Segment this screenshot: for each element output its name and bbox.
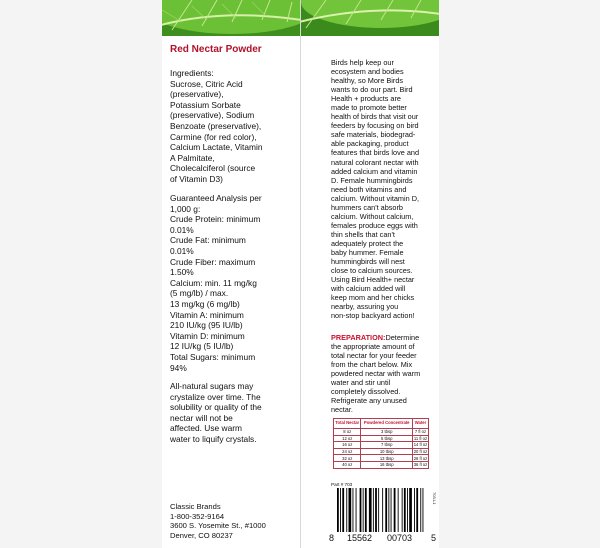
guaranteed-analysis-text <box>170 193 296 373</box>
ingredients-line: Carmine (for red color), <box>170 131 257 142</box>
analysis-line: Total Sugars: minimum <box>170 351 256 362</box>
barcode-bar <box>373 488 374 532</box>
chart-row <box>334 461 429 468</box>
barcode-digits: 5 <box>431 533 437 543</box>
barcode-bar <box>414 488 415 532</box>
analysis-line: Vitamin A: minimum <box>170 309 244 320</box>
analysis-line: 13 mg/kg (6 mg/lb) <box>170 298 240 309</box>
description-line: features that birds love and <box>331 148 420 158</box>
ingredients-line: Calcium Lactate, Vitamin <box>170 142 263 153</box>
barcode-bar <box>409 488 412 532</box>
chart-cell: 12 oz <box>334 435 361 442</box>
description-line: with calcium added will <box>331 284 406 294</box>
description-line: need both vitamins and <box>331 184 407 194</box>
preparation-line: water and stir until <box>331 378 391 388</box>
ingredients-text <box>170 68 296 185</box>
ingredients-line: (preservative), Sodium <box>170 110 255 121</box>
leaf-banner-image <box>301 0 439 36</box>
barcode-bar <box>398 488 399 532</box>
analysis-line: Guaranteed Analysis per <box>170 193 262 203</box>
product-title: Red Nectar Powder <box>170 44 262 55</box>
chart-header: Powdered Concentrate <box>361 419 412 429</box>
description-line: added calcium and vitamin <box>331 166 418 176</box>
address-line: 1-800-352-9164 <box>170 511 225 521</box>
barcode-bar <box>349 488 352 532</box>
bird-health-description <box>331 58 431 320</box>
leaf-banner-image <box>162 0 300 36</box>
analysis-line: 1.50% <box>170 267 194 278</box>
barcode-bar <box>365 488 367 532</box>
description-line: close to calcium sources. <box>331 266 413 276</box>
barcode-digits: 15562 <box>347 533 373 543</box>
chart-cell: 16 tbsp <box>361 461 412 468</box>
chart-cell: 3 tbsp <box>361 429 412 436</box>
barcode-digits: 8 <box>329 533 335 543</box>
chart-cell: 26 fl oz <box>413 455 428 461</box>
analysis-line: Calcium: min. 11 mg/kg <box>170 277 257 288</box>
crystal-note-line: nectar will not be <box>170 412 233 423</box>
barcode-bar <box>402 488 403 532</box>
description-line: D. Female hummingbirds <box>331 175 413 185</box>
analysis-line: Crude Fat: minimum <box>170 235 246 246</box>
barcode-bar <box>423 488 424 532</box>
ingredients-line: Sucrose, Citric Acid <box>170 78 243 89</box>
barcode-bar <box>420 488 421 532</box>
left-label-panel <box>162 0 300 548</box>
analysis-line: 0.01% <box>170 224 194 235</box>
preparation-line: nectar. <box>331 405 353 415</box>
chart-row <box>334 442 429 449</box>
ingredients-line: (preservative), <box>170 89 224 100</box>
ingredients-line: Cholecalciferol (source <box>170 163 256 174</box>
description-line: non-stop backyard action! <box>331 311 415 321</box>
barcode-bar <box>369 488 372 532</box>
barcode-bar <box>391 488 392 532</box>
description-line: safe materials, biodegrad- <box>331 130 416 140</box>
description-line: thin shells that can't <box>331 229 395 239</box>
description-line: Health + products are <box>331 94 401 104</box>
crystal-note-line: All-natural sugars may <box>170 381 254 391</box>
crystal-note-line: water to liquify crystals. <box>170 433 257 444</box>
barcode-bar <box>356 488 357 532</box>
description-line: Using Bird Health+ nectar <box>331 275 415 285</box>
barcode-bar <box>360 488 362 532</box>
chart-cell: 11 fl oz <box>413 435 428 441</box>
chart-cell: 8 oz <box>334 429 361 436</box>
analysis-line: 210 IU/kg (95 IU/lb) <box>170 320 243 331</box>
barcode-bar <box>407 488 408 532</box>
description-line: made to promote better <box>331 103 407 113</box>
barcode-bar <box>382 488 383 532</box>
chart-header: Total Nectar <box>334 419 361 429</box>
crystal-note-line: crystalize over time. The <box>170 391 261 402</box>
address-line: Classic Brands <box>170 502 221 511</box>
description-line: feeders by focusing on bird <box>331 121 419 131</box>
address-line: 3600 S. Yosemite St., #1000 <box>170 521 266 531</box>
analysis-line: Crude Fiber: maximum <box>170 256 256 267</box>
ingredients-line: Benzoate (preservative), <box>170 120 262 131</box>
part-number: Part # 703 <box>331 482 353 487</box>
barcode-bar <box>404 488 406 532</box>
chart-cell: 20 fl oz <box>413 449 428 455</box>
description-line: hummers can't absorb <box>331 202 403 212</box>
barcode-bar <box>353 488 354 532</box>
analysis-line: 12 IU/kg (5 IU/lb) <box>170 341 234 352</box>
description-line: calcium. Without vitamin D, <box>331 193 419 203</box>
barcode-bar <box>388 488 389 532</box>
mixing-chart <box>333 418 429 469</box>
chart-cell: 10 tbsp <box>361 448 412 455</box>
barcode-bar <box>337 488 339 532</box>
chart-cell: 40 oz <box>334 461 361 468</box>
company-address <box>170 502 296 540</box>
description-line: keep mom and her chicks <box>331 293 415 303</box>
chart-cell: 5 tbsp <box>361 435 412 442</box>
analysis-line: 94% <box>170 362 187 373</box>
description-line: females produce eggs with <box>331 220 418 230</box>
description-line: nearby, assuring you <box>331 302 399 312</box>
analysis-line: Vitamin D: minimum <box>170 330 245 341</box>
description-line: calcium. Without calcium, <box>331 211 414 221</box>
description-line: baby hummer. Female <box>331 247 404 257</box>
ingredients-line: A Palmitate, <box>170 152 215 163</box>
analysis-line: 0.01% <box>170 245 194 256</box>
analysis-line: Crude Protein: minimum <box>170 214 261 225</box>
chart-cell: 7 tbsp <box>361 442 412 449</box>
preparation-line: Refrigerate any unused <box>331 396 407 406</box>
chart-header: Water <box>412 419 428 429</box>
chart-row <box>334 429 429 436</box>
preparation-line: from the chart below. Mix <box>331 360 413 370</box>
barcode-bar <box>363 488 364 532</box>
preparation-heading: PREPARATION: <box>331 333 386 342</box>
barcode-digits: 00703 <box>387 533 413 543</box>
crystal-note-line: solubility or quality of the <box>170 402 262 413</box>
chart-row <box>334 455 429 462</box>
chart-cell: 36 fl oz <box>413 462 428 468</box>
description-line: able packaging, product <box>331 139 409 149</box>
chart-cell: 32 oz <box>334 455 361 462</box>
upc-code-label: 703-L1 <box>432 492 437 505</box>
crystallization-note <box>170 381 296 445</box>
description-line: healthy, so More Birds <box>331 76 404 86</box>
barcode-bar <box>394 488 396 532</box>
ingredients-line: of Vitamin D3) <box>170 173 223 184</box>
preparation-instructions: PREPARATION:Determine the appropriate amount of total nectar for your feeder from the chart below. Mix powdered nectar with warm water and stir until completely dissolved. Refrigerate any unused nectar. <box>331 333 431 414</box>
preparation-line: powdered nectar with warm <box>331 369 421 379</box>
barcode-bar <box>385 488 387 532</box>
chart-cell: 14 fl oz <box>413 442 428 448</box>
barcode-bar <box>416 488 418 532</box>
description-line: ecosystem and bodies <box>331 67 404 77</box>
description-line: health of birds that visit our <box>331 112 419 122</box>
barcode-bar <box>342 488 344 532</box>
description-line: wants to do our part. Bird <box>331 85 413 95</box>
preparation-line: the appropriate amount of <box>331 342 415 352</box>
chart-cell: 24 oz <box>334 448 361 455</box>
analysis-line: (5 mg/lb) / max. <box>170 288 229 299</box>
description-line: adequately protect the <box>331 238 404 248</box>
description-line: natural colorant nectar with <box>331 157 419 167</box>
barcode-bar <box>340 488 341 532</box>
description-line: hummingbirds will nest <box>331 257 405 267</box>
chart-cell: 16 oz <box>334 442 361 449</box>
chart-cell: 7 fl oz <box>412 429 428 436</box>
chart-row <box>334 448 429 455</box>
preparation-line: completely dissolved. <box>331 387 401 397</box>
preparation-line: total nectar for your feeder <box>331 351 417 361</box>
barcode-bar <box>375 488 377 532</box>
ingredients-line: Ingredients: <box>170 68 214 78</box>
barcode-bar <box>346 488 347 532</box>
chart-cell: 13 tbsp <box>361 455 412 462</box>
chart-row <box>334 435 429 442</box>
barcode-bar <box>378 488 379 532</box>
address-line: Denver, CO 80237 <box>170 530 233 540</box>
analysis-line: 1,000 g: <box>170 203 201 214</box>
description-line: Birds help keep our <box>331 58 394 67</box>
ingredients-line: Potassium Sorbate <box>170 99 241 110</box>
crystal-note-line: affected. Use warm <box>170 423 242 434</box>
right-label-panel <box>300 0 439 548</box>
